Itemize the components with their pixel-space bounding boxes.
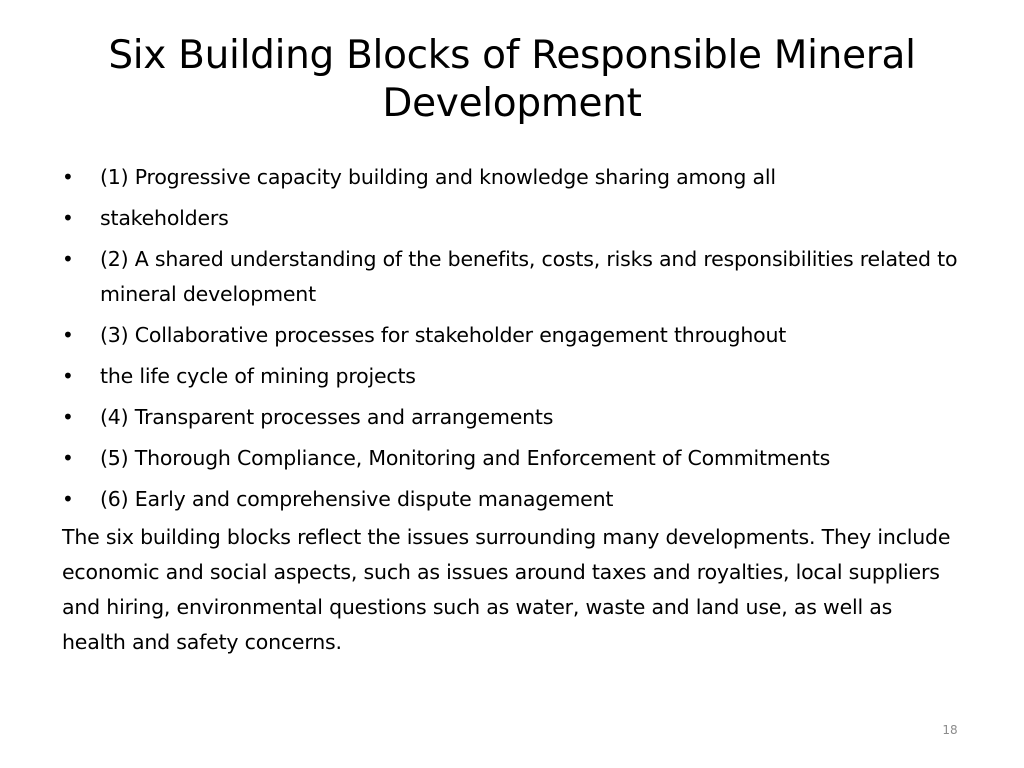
- bullet-item: [62, 359, 962, 394]
- bullet-icon: •: [62, 323, 74, 347]
- bullet-icon: •: [62, 446, 74, 470]
- page-number: 18: [942, 723, 958, 737]
- bullet-text: (1) Progressive capacity building and knowledge sharing among all: [100, 165, 776, 189]
- bullet-text: (5) Thorough Compliance, Monitoring and Enforcement of Commitments: [100, 446, 831, 470]
- bullet-list: [62, 160, 962, 523]
- bullet-text: (2) A shared understanding of the benefits, costs, risks and responsibilities related to mineral development: [100, 247, 958, 306]
- bullet-icon: •: [62, 405, 74, 429]
- bullet-icon: •: [62, 206, 74, 230]
- bullet-item: [62, 160, 962, 195]
- bullet-icon: •: [62, 364, 74, 388]
- bullet-item: [62, 400, 962, 435]
- bullet-text: (3) Collaborative processes for stakeholder engagement throughout: [100, 323, 787, 347]
- bullet-item: [62, 482, 962, 517]
- bullet-icon: •: [62, 165, 74, 189]
- bullet-item: [62, 441, 962, 476]
- bullet-text: stakeholders: [100, 206, 229, 230]
- bullet-icon: •: [62, 247, 74, 271]
- bullet-item: [62, 242, 962, 312]
- bullet-item: [62, 318, 962, 353]
- bullet-text: (6) Early and comprehensive dispute management: [100, 487, 614, 511]
- bullet-icon: •: [62, 487, 74, 511]
- summary-paragraph: The six building blocks reflect the issues surrounding many developments. They include economic and social aspects, such as issues around taxes and royalties, local suppliers and hiring, environmental questions such as water, waste and land use, as well as health and safety concerns.: [62, 525, 951, 654]
- bullet-text: the life cycle of mining projects: [100, 364, 416, 388]
- slide-title: Six Building Blocks of Responsible Mineral Development: [108, 33, 916, 126]
- bullet-text: (4) Transparent processes and arrangements: [100, 405, 554, 429]
- bullet-item: [62, 201, 962, 236]
